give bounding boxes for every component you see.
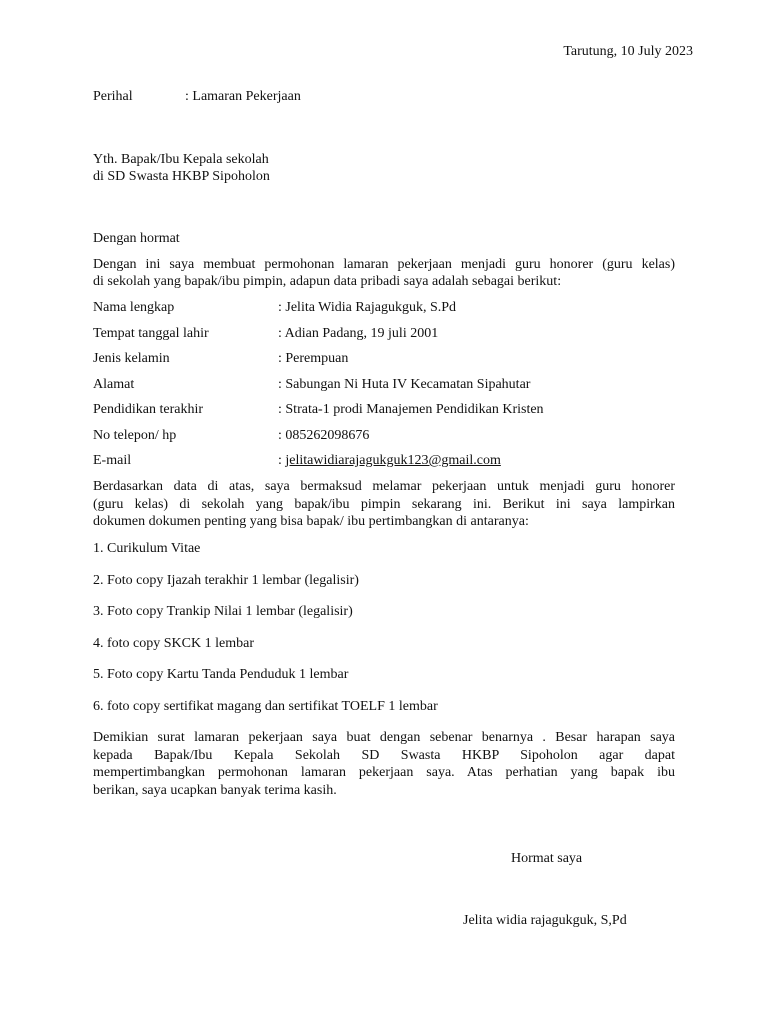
field-row-address bbox=[93, 377, 653, 403]
field-value: : Strata-1 prodi Manajemen Pendidikan Kristen bbox=[278, 402, 544, 417]
field-row-gender bbox=[93, 351, 653, 377]
intro-line-2: di sekolah yang bapak/ibu pimpin, adapun data pribadi saya adalah sebagai berikut: bbox=[93, 274, 562, 289]
field-row-birth bbox=[93, 326, 653, 352]
personal-data-table bbox=[93, 300, 653, 479]
field-value: : Adian Padang, 19 juli 2001 bbox=[278, 325, 439, 341]
attachments-list bbox=[93, 541, 438, 731]
recipient-line-1: Yth. Bapak/Ibu Kepala sekolah bbox=[93, 152, 269, 167]
list-item: 2. Foto copy Ijazah terakhir 1 lembar (legalisir) bbox=[93, 572, 359, 588]
list-item: 3. Foto copy Trankip Nilai 1 lembar (legalisir) bbox=[93, 604, 353, 620]
paragraph-line: Demikian surat lamaran pekerjaan saya buat dengan sebenar benarnya . Besar harapan saya bbox=[93, 730, 675, 745]
list-item: 4. foto copy SKCK 1 lembar bbox=[93, 635, 254, 651]
field-row-email bbox=[93, 453, 653, 479]
field-row-phone bbox=[93, 428, 653, 454]
field-value: : Perempuan bbox=[278, 351, 349, 366]
attachments-intro-paragraph bbox=[93, 478, 675, 531]
field-key: E-mail bbox=[93, 453, 132, 468]
subject-value: : Lamaran Pekerjaan bbox=[185, 89, 301, 104]
paragraph-line: kepada Bapak/Ibu Kepala Sekolah SD Swasta HKBP Sipoholon agar dapat bbox=[93, 747, 675, 763]
paragraph-line: berikan, saya ucapkan banyak terima kasih. bbox=[93, 782, 337, 798]
intro-paragraph bbox=[93, 256, 675, 290]
recipient-line-2: di SD Swasta HKBP Sipoholon bbox=[93, 169, 270, 184]
field-value bbox=[278, 453, 501, 469]
field-key: Nama lengkap bbox=[93, 300, 175, 315]
subject-label: Perihal bbox=[93, 89, 133, 104]
paragraph-line: (guru kelas) di sekolah yang bapak/ibu pimpin sekarang ini. Berikut ini saya lampirkan bbox=[93, 496, 675, 512]
list-item: 1. Curikulum Vitae bbox=[93, 541, 201, 556]
paragraph-line: dokumen dokumen penting yang bisa bapak/ ibu pertimbangkan di antaranya: bbox=[93, 514, 529, 529]
field-key: No telepon/ hp bbox=[93, 427, 177, 443]
field-value: : 085262098676 bbox=[278, 427, 370, 443]
greeting: Dengan hormat bbox=[93, 231, 180, 246]
field-value: : Jelita Widia Rajagukguk, S.Pd bbox=[278, 300, 457, 315]
field-row-education bbox=[93, 402, 653, 428]
letter-date: Tarutung, 10 July 2023 bbox=[563, 44, 693, 59]
field-key: Jenis kelamin bbox=[93, 351, 170, 366]
field-key: Alamat bbox=[93, 376, 135, 392]
closing-paragraph bbox=[93, 729, 675, 799]
field-key: Pendidikan terakhir bbox=[93, 402, 204, 417]
field-key: Tempat tanggal lahir bbox=[93, 325, 209, 341]
email-prefix: : bbox=[278, 453, 286, 468]
list-item: 6. foto copy sertifikat magang dan sertifikat TOELF 1 lembar bbox=[93, 698, 438, 714]
intro-line-1: Dengan ini saya membuat permohonan lamaran pekerjaan menjadi guru honorer (guru kelas) bbox=[93, 257, 675, 272]
field-value: : Sabungan Ni Huta IV Kecamatan Sipahutar bbox=[278, 376, 531, 392]
field-row-name bbox=[93, 300, 653, 326]
signer-name: Jelita widia rajagukguk, S,Pd bbox=[463, 913, 627, 928]
paragraph-line: mempertimbangkan permohonan lamaran pekerjaan saya. Atas perhatian yang bapak ibu bbox=[93, 765, 675, 780]
email-link[interactable]: jelitawidiarajagukguk123@gmail.com bbox=[285, 453, 501, 468]
list-item: 5. Foto copy Kartu Tanda Penduduk 1 lembar bbox=[93, 667, 349, 683]
closing-salutation: Hormat saya bbox=[511, 851, 583, 866]
paragraph-line: Berdasarkan data di atas, saya bermaksud melamar pekerjaan untuk menjadi guru honorer bbox=[93, 479, 675, 494]
